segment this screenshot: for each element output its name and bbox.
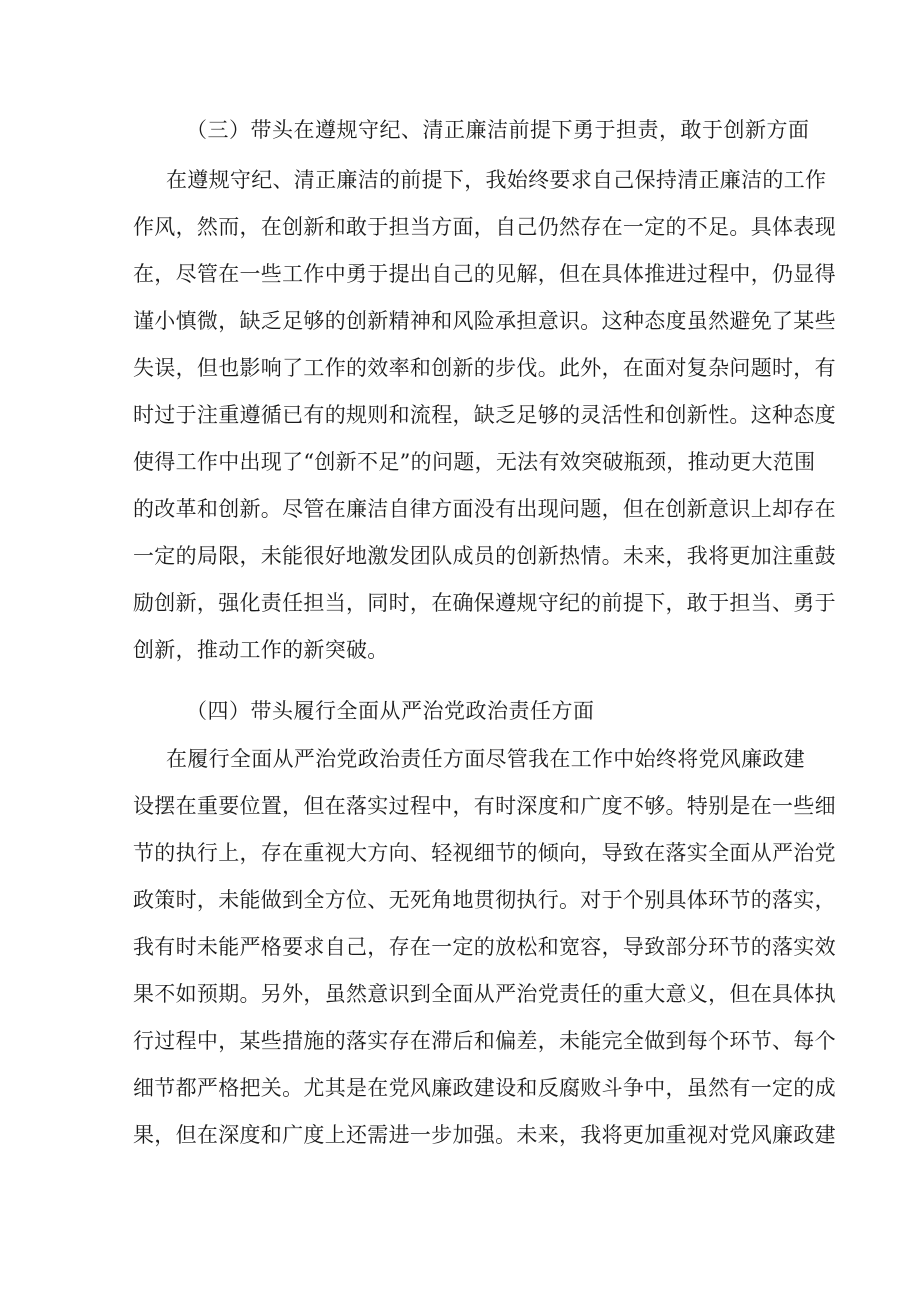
section-4-line-8: 细节都严格把关。尤其是在党风廉政建设和反腐败斗争中，虽然有一定的成	[133, 1076, 836, 1100]
section-3-line-11: 创新，推动工作的新突破。	[133, 638, 389, 662]
section-4-line-7: 行过程中，某些措施的落实存在滞后和偏差，未能完全做到每个环节、每个	[133, 1029, 836, 1053]
section-4-line-2: 设摆在重要位置，但在落实过程中，有时深度和广度不够。特别是在一些细	[133, 794, 836, 818]
section-3-line-5: 失误，但也影响了工作的效率和创新的步伐。此外，在面对复杂问题时，有	[133, 356, 836, 380]
section-3-line-6: 时过于注重遵循已有的规则和流程，缺乏足够的灵活性和创新性。这种态度	[133, 403, 836, 427]
section-4-line-6: 果不如预期。另外，虽然意识到全面从严治党责任的重大意义，但在具体执	[133, 982, 836, 1006]
section-3-line-8: 的改革和创新。尽管在廉洁自律方面没有出现问题，但在创新意识上却存在	[133, 497, 836, 521]
section-4-line-3: 节的执行上，存在重视大方向、轻视细节的倾向，导致在落实全面从严治党	[133, 841, 836, 865]
section-4-heading: （四）带头履行全面从严治党政治责任方面	[186, 699, 595, 723]
section-3-line-3: 在，尽管在一些工作中勇于提出自己的见解，但在具体推进过程中，仍显得	[133, 262, 836, 286]
section-4-line-5: 我有时未能严格要求自己，存在一定的放松和宽容，导致部分环节的落实效	[133, 935, 836, 959]
section-3-line-7: 使得工作中出现了“创新不足”的问题，无法有效突破瓶颈，推动更大范围	[133, 450, 816, 474]
section-4-line-1: 在履行全面从严治党政治责任方面尽管我在工作中始终将党风廉政建	[166, 747, 805, 771]
section-3-line-4: 谨小慎微，缺乏足够的创新精神和风险承担意识。这种态度虽然避免了某些	[133, 309, 836, 333]
section-4-line-4: 政策时，未能做到全方位、无死角地贯彻执行。对于个别具体环节的落实，	[133, 888, 836, 912]
section-4-line-9: 果，但在深度和广度上还需进一步加强。未来，我将更加重视对党风廉政建	[133, 1123, 836, 1147]
section-3-line-9: 一定的局限，未能很好地激发团队成员的创新热情。未来，我将更加注重鼓	[133, 544, 836, 568]
section-3-line-1: 在遵规守纪、清正廉洁的前提下，我始终要求自己保持清正廉洁的工作	[166, 168, 827, 192]
section-3-heading: （三）带头在遵规守纪、清正廉洁前提下勇于担责，敢于创新方面	[186, 118, 810, 142]
section-3-line-10: 励创新，强化责任担当，同时，在确保遵规守纪的前提下，敢于担当、勇于	[133, 591, 836, 615]
section-3-line-2: 作风，然而，在创新和敢于担当方面，自己仍然存在一定的不足。具体表现	[133, 215, 836, 239]
